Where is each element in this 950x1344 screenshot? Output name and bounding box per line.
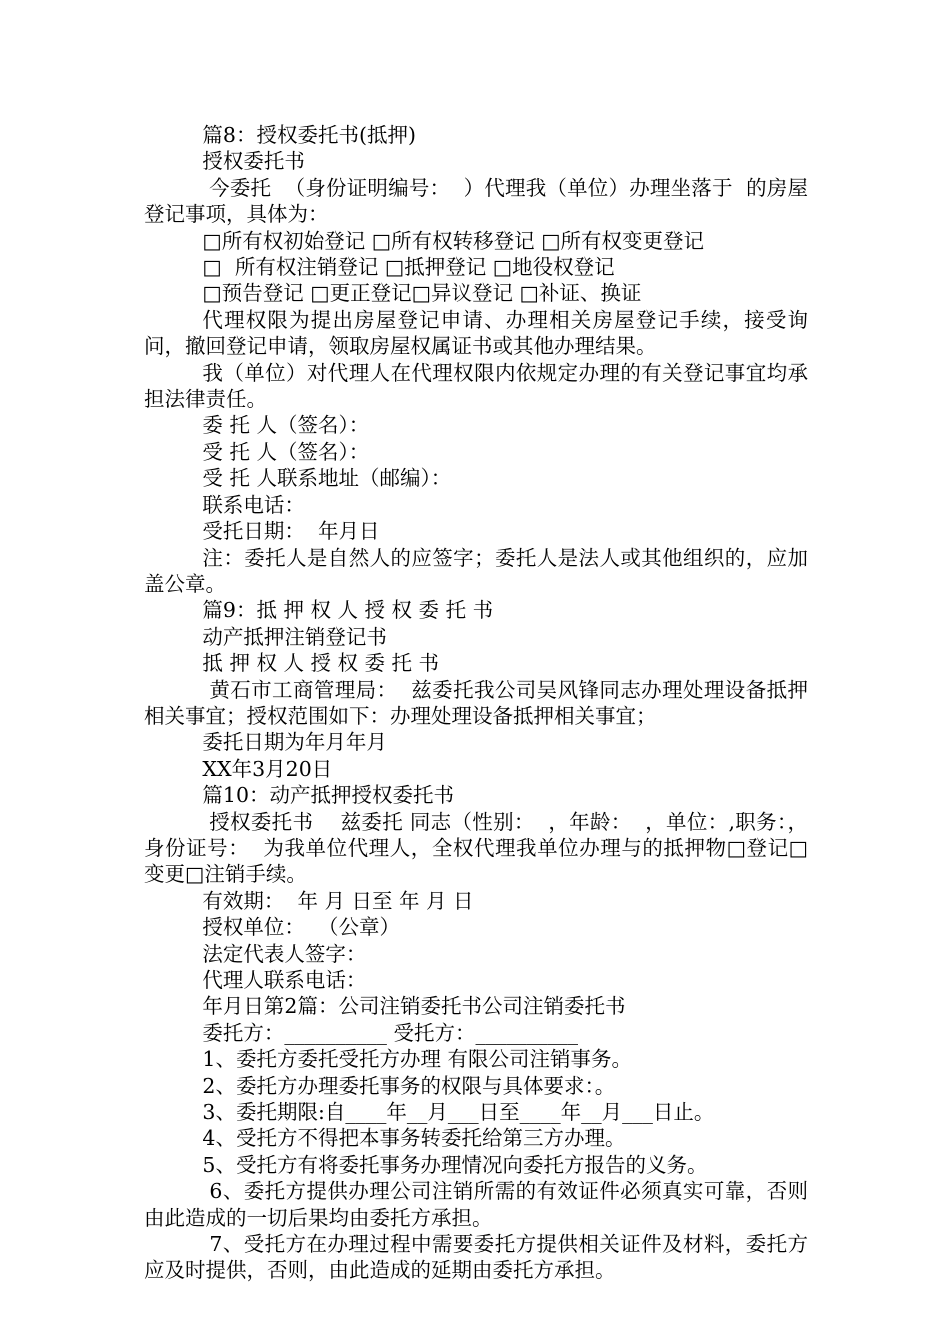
parties-line: 委托方：__________ 受托方：__________	[202, 1020, 578, 1045]
validity-field: 有效期： 年 月 日至 年 月 日	[202, 888, 474, 913]
date-field: 委托日期为年月年月	[202, 730, 387, 755]
list-item: 5、受托方有将委托事务办理情况向委托方报告的义务。	[202, 1152, 708, 1177]
paragraph: 我（单位）对代理人在代理权限内依规定办理的有关登记事宜均承担法律责任。	[144, 360, 808, 412]
section-8-heading: 篇8：授权委托书(抵押)	[202, 123, 416, 147]
list-item: 1、委托方委托受托方办理 有限公司注销事务。	[202, 1047, 632, 1072]
paragraph: 今委托 （身份证明编号： ）代理我（单位）办理坐落于 的房屋登记事项，具体为：	[144, 175, 808, 227]
agent-phone-field: 代理人联系电话：	[202, 968, 367, 992]
list-item: 3、委托期限:自____年__月___日至____年__月___日止。	[202, 1100, 715, 1125]
document-title: 动产抵押注销登记书	[202, 624, 387, 649]
date-line: XX年3月20日	[202, 756, 333, 781]
authorizing-unit-field: 授权单位： （公章）	[202, 915, 400, 940]
signature-field: 受 托 人（签名）：	[202, 439, 370, 464]
section-10-heading: 篇10：动产抵押授权委托书	[202, 783, 455, 808]
list-item: 4、受托方不得把本事务转委托给第三方办理。	[202, 1126, 626, 1151]
document-title: 授权委托书	[202, 149, 305, 174]
document-title: 抵 押 权 人 授 权 委 托 书	[202, 651, 440, 676]
checkbox-options-line: □预告登记 □更正登记□异议登记 □补证、换证	[202, 281, 642, 306]
section-9-heading: 篇9：抵 押 权 人 授 权 委 托 书	[202, 598, 494, 623]
list-item: 6、委托方提供办理公司注销所需的有效证件必须真实可靠，否则由此造成的一切后果均由委托方承担。	[144, 1179, 808, 1230]
paragraph: 授权委托书 兹委托 同志（性别： ，年龄： ，单位：,职务：，身份证号： 为我单位代理人，全权代理我单位办理与的抵押物□登记□变更□注销手续。	[144, 809, 808, 887]
phone-field: 联系电话：	[202, 492, 305, 517]
paragraph: 黄石市工商管理局： 兹委托我公司吴风锋同志办理处理设备抵押相关事宜；授权范围如下：办理处理设备抵押相关事宜；	[144, 677, 808, 728]
list-item: 7、受托方在办理过程中需要委托方提供相关证件及材料，委托方应及时提供，否则，由此造成的延期由委托方承担。	[144, 1232, 808, 1283]
section-2-heading: 年月日第2篇：公司注销委托书公司注销委托书	[202, 994, 626, 1019]
checkbox-options-line: □ 所有权注销登记 □抵押登记 □地役权登记	[202, 255, 615, 280]
legal-representative-field: 法定代表人签字：	[202, 941, 367, 966]
note-paragraph: 注：委托人是自然人的应签字；委托人是法人或其他组织的，应加盖公章。	[144, 545, 808, 596]
document-body	[144, 122, 808, 1284]
list-item: 2、委托方办理委托事务的权限与具体要求：。	[202, 1073, 616, 1098]
checkbox-options-line: □所有权初始登记 □所有权转移登记 □所有权变更登记	[202, 228, 705, 253]
date-field: 受托日期： 年月日	[202, 519, 380, 544]
paragraph: 代理权限为提出房屋登记申请、办理相关房屋登记手续，接受询问，撤回登记申请，领取房屋权属证书或其他办理结果。	[144, 307, 808, 359]
signature-field: 委 托 人（签名）：	[202, 413, 370, 438]
address-field: 受 托 人联系地址（邮编）：	[202, 466, 452, 491]
